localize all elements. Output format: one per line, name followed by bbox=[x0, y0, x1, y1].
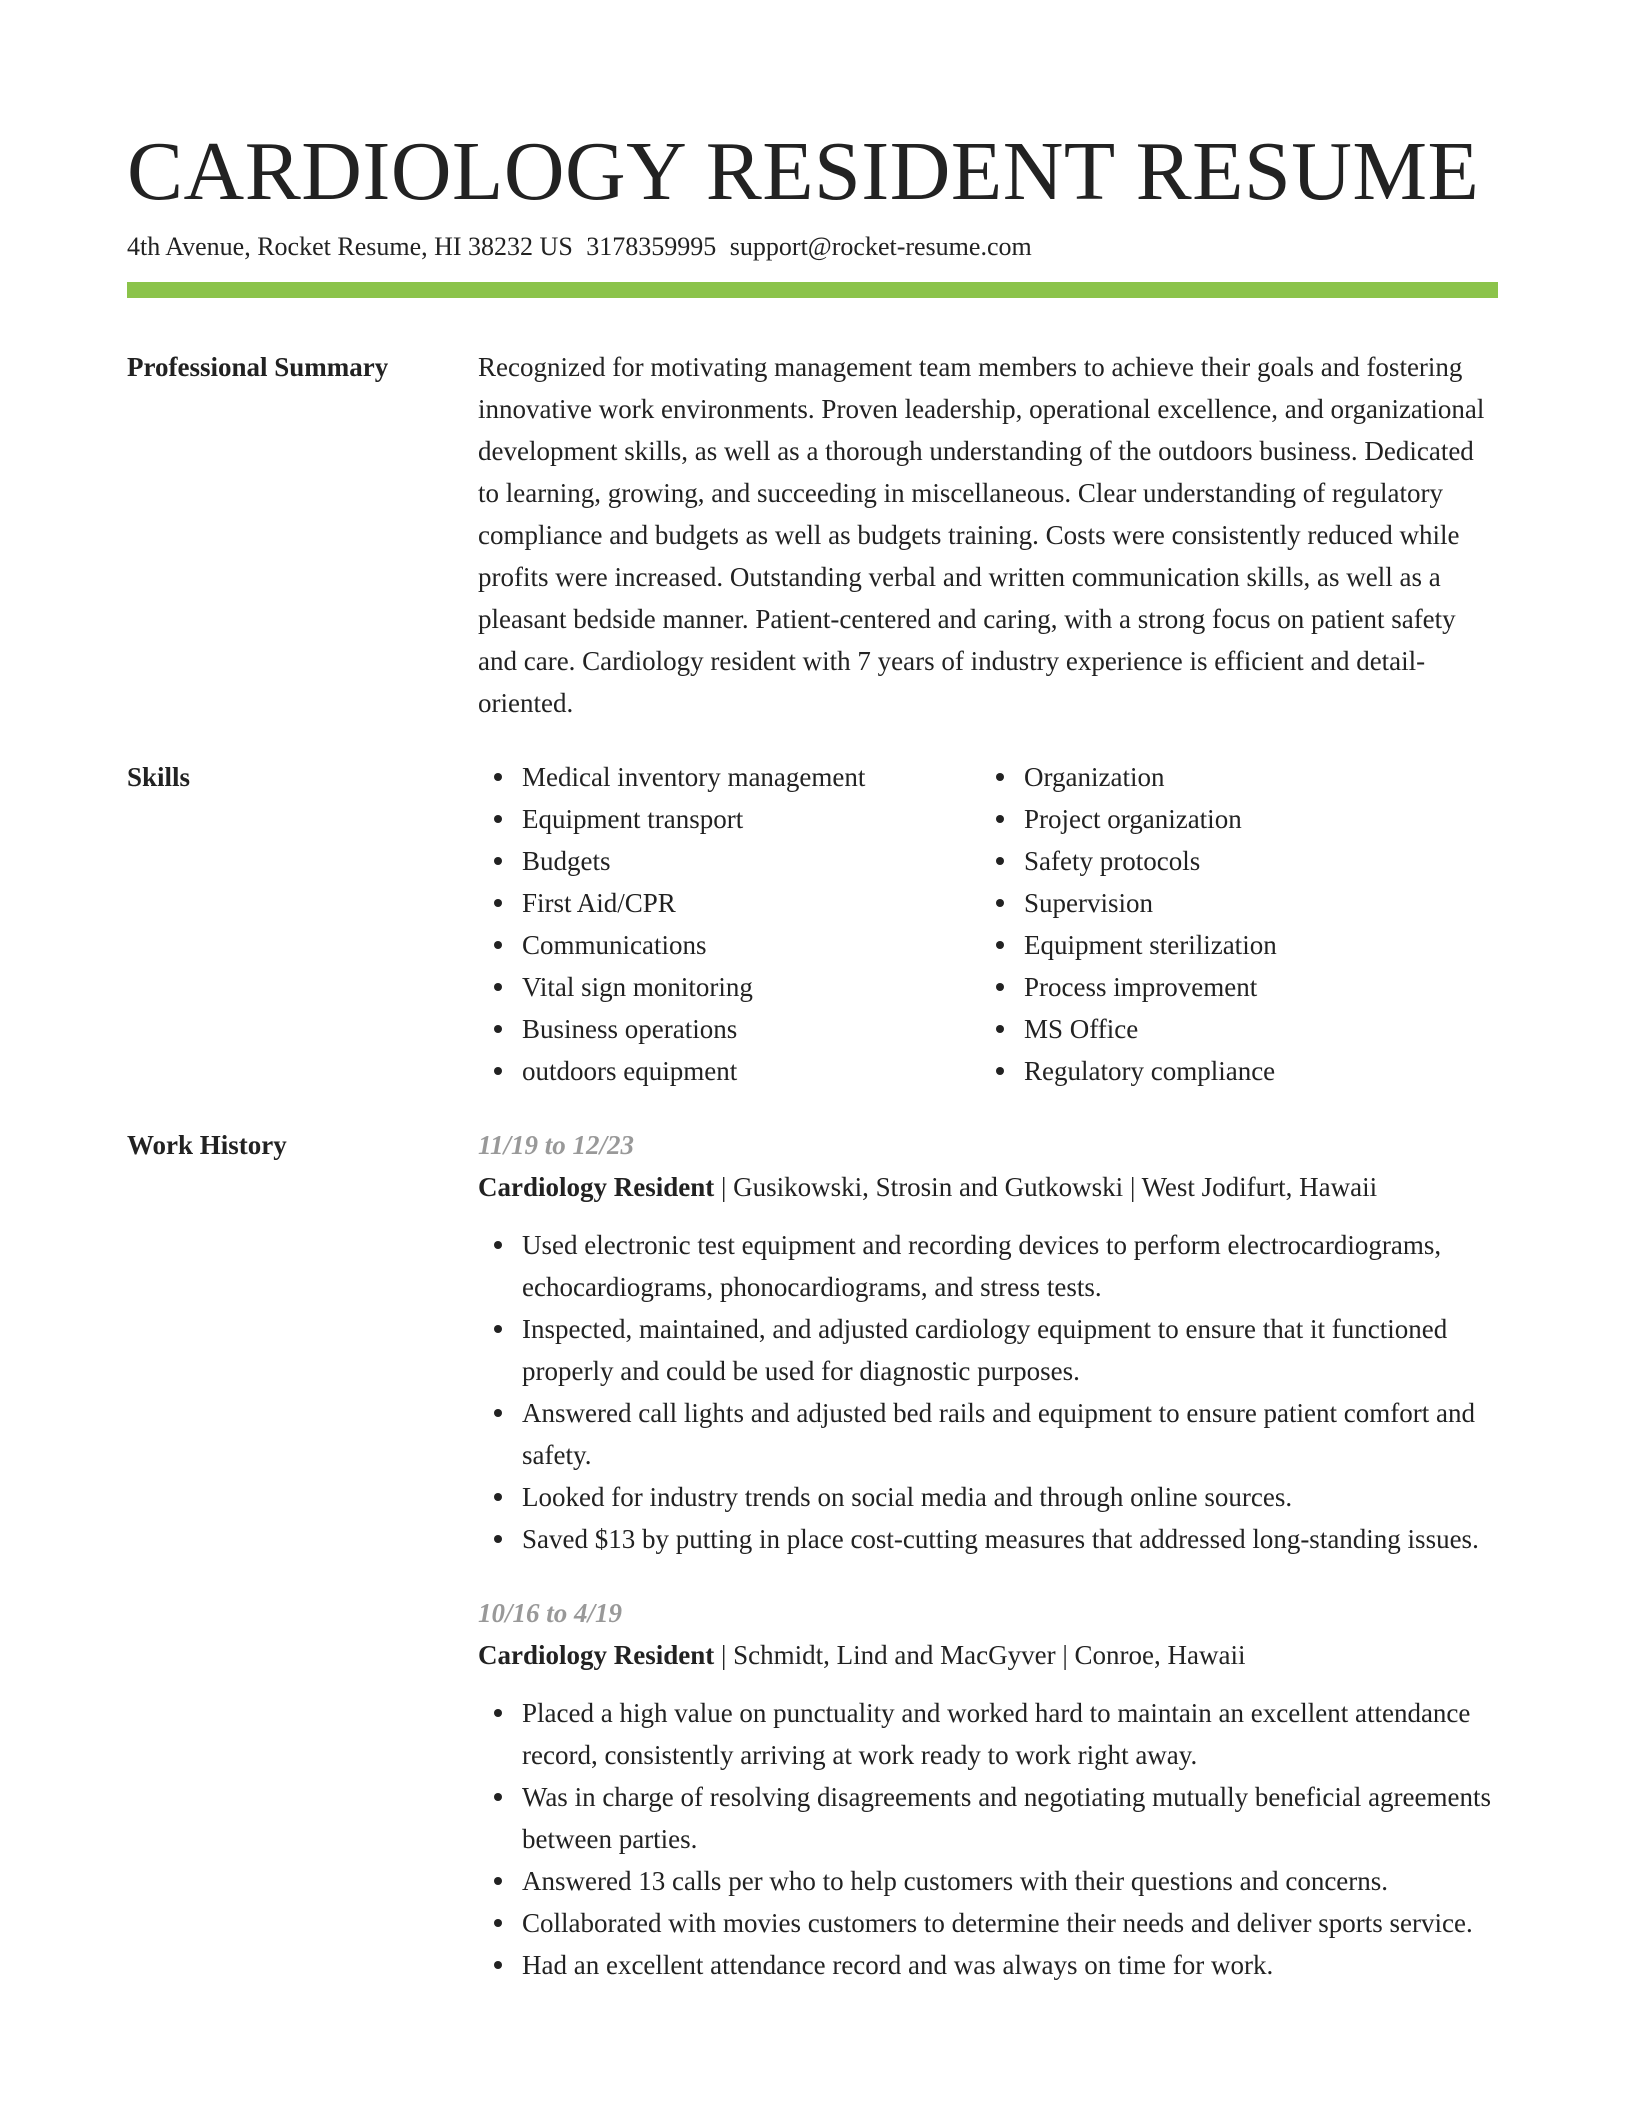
skill-item: Equipment sterilization bbox=[980, 924, 1482, 966]
skills-list-right bbox=[980, 756, 1482, 1092]
skill-item: Safety protocols bbox=[980, 840, 1482, 882]
job-dates: 11/19 to 12/23 bbox=[478, 1130, 635, 1161]
contact-address: 4th Avenue, Rocket Resume, HI 38232 US bbox=[127, 232, 573, 262]
work-history-label: Work History bbox=[127, 1130, 287, 1161]
skill-item: Medical inventory management bbox=[478, 756, 980, 798]
skills-section bbox=[127, 756, 1498, 1092]
job-dates: 10/16 to 4/19 bbox=[478, 1598, 623, 1629]
skill-item: Organization bbox=[980, 756, 1482, 798]
job-bullet: Used electronic test equipment and recording devices to perform electrocardiograms, echocardiograms, phonocardiograms, and stress tests. bbox=[478, 1224, 1498, 1308]
skill-item: Budgets bbox=[478, 840, 980, 882]
skill-item: Process improvement bbox=[980, 966, 1482, 1008]
resume-title: CARDIOLOGY RESIDENT RESUME bbox=[127, 125, 1480, 218]
contact-email: support@rocket-resume.com bbox=[729, 232, 1032, 262]
job-employer: Schmidt, Lind and MacGyver bbox=[733, 1640, 1056, 1671]
job-bullet: Placed a high value on punctuality and worked hard to maintain an excellent attendance record, consistently arriving at work ready to work right away. bbox=[478, 1692, 1498, 1776]
job-bullet: Answered 13 calls per who to help customers with their questions and concerns. bbox=[478, 1860, 1498, 1902]
contact-phone: 3178359995 bbox=[586, 232, 717, 262]
job-heading bbox=[478, 1634, 1498, 1676]
job-separator: | bbox=[721, 1640, 734, 1671]
job-entry bbox=[478, 1592, 1498, 1986]
summary-label: Professional Summary bbox=[127, 352, 389, 383]
header-divider bbox=[127, 282, 1498, 298]
summary-section bbox=[127, 346, 1498, 724]
skills-label: Skills bbox=[127, 762, 191, 793]
job-bullet: Inspected, maintained, and adjusted cardiology equipment to ensure that it functioned properly and could be used for diagnostic purposes. bbox=[478, 1308, 1498, 1392]
job-heading bbox=[478, 1166, 1498, 1208]
job-location: West Jodifurt, Hawaii bbox=[1141, 1172, 1378, 1203]
job-bullets bbox=[478, 1224, 1498, 1560]
skill-item: MS Office bbox=[980, 1008, 1482, 1050]
skills-columns bbox=[478, 756, 1498, 1092]
job-employer: Gusikowski, Strosin and Gutkowski bbox=[733, 1172, 1124, 1203]
job-separator: | bbox=[1129, 1172, 1142, 1203]
skill-item: Vital sign monitoring bbox=[478, 966, 980, 1008]
job-separator: | bbox=[721, 1172, 734, 1203]
job-bullet: Collaborated with movies customers to determine their needs and deliver sports service. bbox=[478, 1902, 1498, 1944]
job-bullet: Had an excellent attendance record and was always on time for work. bbox=[478, 1944, 1498, 1986]
skill-item: First Aid/CPR bbox=[478, 882, 980, 924]
skills-list-left bbox=[478, 756, 980, 1092]
skill-item: Business operations bbox=[478, 1008, 980, 1050]
skill-item: Regulatory compliance bbox=[980, 1050, 1482, 1092]
job-bullets bbox=[478, 1692, 1498, 1986]
job-bullet: Was in charge of resolving disagreements and negotiating mutually beneficial agreements between parties. bbox=[478, 1776, 1498, 1860]
contact-line bbox=[127, 232, 1498, 262]
work-history-section bbox=[127, 1124, 1498, 1986]
skill-item: outdoors equipment bbox=[478, 1050, 980, 1092]
job-bullet: Looked for industry trends on social media and through online sources. bbox=[478, 1476, 1498, 1518]
skill-item: Project organization bbox=[980, 798, 1482, 840]
skill-item: Equipment transport bbox=[478, 798, 980, 840]
job-bullet: Answered call lights and adjusted bed rails and equipment to ensure patient comfort and safety. bbox=[478, 1392, 1498, 1476]
job-title: Cardiology Resident bbox=[478, 1172, 715, 1203]
job-entry bbox=[478, 1124, 1498, 1560]
job-location: Conroe, Hawaii bbox=[1074, 1640, 1246, 1671]
job-title: Cardiology Resident bbox=[478, 1640, 715, 1671]
summary-text: Recognized for motivating management team members to achieve their goals and fostering innovative work environments. Proven leadership, operational excellence, and organizational development skills, as well as a thorough understanding of the outdoors business. Dedicated to learning, growing, and succeeding in miscellaneous. Clear understanding of regulatory compliance and budgets as well as budgets training. Costs were consistently reduced while profits were increased. Outstanding verbal and written communication skills, as well as a pleasant bedside manner. Patient-centered and caring, with a strong focus on patient safety and care. Cardiology resident with 7 years of industry experience is efficient and detail-oriented. bbox=[478, 352, 1485, 719]
skill-item: Communications bbox=[478, 924, 980, 966]
job-separator: | bbox=[1062, 1640, 1075, 1671]
skill-item: Supervision bbox=[980, 882, 1482, 924]
job-bullet: Saved $13 by putting in place cost-cutting measures that addressed long-standing issues. bbox=[478, 1518, 1498, 1560]
